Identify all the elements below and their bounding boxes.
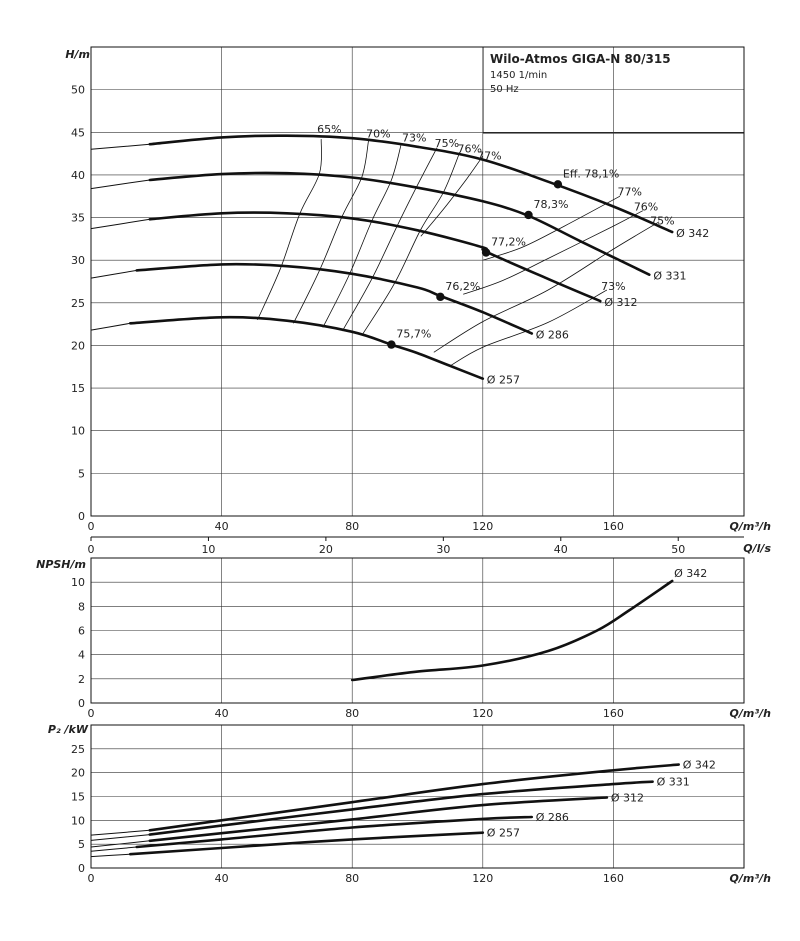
head-xtick-label: 120 — [472, 520, 494, 533]
power-curve-lowflow — [91, 830, 150, 835]
best-efficiency-point — [554, 180, 562, 188]
npsh-xlabel: Q/m³/h — [729, 707, 771, 720]
flow-ls-tick-label: 20 — [318, 543, 333, 556]
head-ytick-label: 25 — [71, 296, 85, 310]
power-xtick-label: 120 — [472, 872, 494, 885]
best-efficiency-label: 75,7% — [396, 327, 432, 341]
power-curve-lowflow — [91, 854, 130, 856]
head-ytick-label: 20 — [71, 339, 85, 353]
iso-efficiency-line — [421, 156, 483, 236]
iso-efficiency-label: 73% — [402, 131, 427, 145]
flow-ls-label: Q/l/s — [743, 542, 771, 555]
power-ytick-label: 0 — [78, 862, 85, 875]
best-efficiency-point — [482, 248, 490, 256]
npsh-ytick-label: 0 — [78, 697, 85, 710]
iso-efficiency-line — [258, 139, 322, 320]
head-ytick-label: 15 — [71, 382, 85, 396]
iso-efficiency-label: 70% — [366, 127, 391, 141]
chart-subtitle-frequency: 50 Hz — [490, 84, 519, 95]
power-ytick-label: 20 — [71, 766, 85, 780]
best-efficiency-label: 76,2% — [445, 279, 481, 293]
power-ylabel: P₂ /kW — [47, 723, 88, 736]
head-curve — [150, 173, 650, 275]
npsh-xtick-label: 160 — [602, 707, 624, 720]
npsh-ytick-label: 6 — [78, 624, 85, 638]
head-xtick-label: 40 — [214, 520, 229, 533]
head-curve-lowflow — [91, 323, 130, 330]
npsh-ytick-label: 4 — [78, 648, 85, 662]
iso-efficiency-line — [450, 290, 607, 366]
head-curve — [130, 317, 483, 378]
npsh-ytick-label: 2 — [78, 672, 85, 686]
npsh-ylabel: NPSH/m — [36, 558, 86, 571]
npsh-xtick-label: 120 — [472, 707, 494, 720]
iso-efficiency-label: 77% — [477, 149, 502, 163]
head-ytick-label: 45 — [71, 126, 85, 140]
chart-title: Wilo-Atmos GIGA-N 80/315 — [490, 52, 671, 66]
head-ytick-label: 30 — [71, 254, 85, 268]
best-efficiency-point — [387, 340, 395, 348]
head-curve-label: Ø 342 — [676, 227, 710, 241]
head-ytick-label: 35 — [71, 211, 85, 225]
npsh-xtick-label: 0 — [87, 707, 95, 720]
chart-subtitle-speed: 1450 1/min — [490, 70, 548, 81]
iso-efficiency-label: 75% — [650, 214, 675, 228]
power-curve-label: Ø 331 — [656, 775, 690, 789]
best-efficiency-point — [524, 211, 532, 219]
iso-efficiency-label: 73% — [601, 280, 626, 294]
power-curve-label: Ø 257 — [486, 826, 520, 840]
power-curve-lowflow — [91, 847, 137, 851]
head-curve — [150, 213, 601, 302]
power-xtick-label: 40 — [214, 872, 229, 885]
npsh-ytick-label: 8 — [78, 600, 85, 614]
flow-ls-tick-label: 40 — [553, 543, 568, 556]
head-curve-label: Ø 312 — [604, 296, 638, 310]
power-xtick-label: 160 — [602, 872, 624, 885]
iso-efficiency-line — [362, 152, 460, 335]
best-efficiency-label: 77,2% — [491, 235, 527, 249]
power-curve-label: Ø 286 — [535, 810, 569, 824]
npsh-xtick-label: 40 — [214, 707, 229, 720]
best-efficiency-point — [436, 293, 444, 301]
iso-efficiency-label: 75% — [434, 136, 460, 150]
head-ytick-label: 50 — [71, 83, 85, 97]
flow-ls-tick-label: 0 — [87, 543, 95, 556]
iso-efficiency-label: 76% — [457, 142, 482, 156]
head-xtick-label: 80 — [345, 520, 360, 533]
npsh-ytick-label: 10 — [71, 576, 85, 590]
head-curve — [137, 264, 532, 333]
power-ytick-label: 25 — [71, 742, 85, 756]
head-curve-lowflow — [91, 180, 150, 189]
iso-efficiency-line — [293, 141, 368, 323]
head-xtick-label: 0 — [87, 520, 95, 533]
head-xtick-label: 160 — [602, 520, 624, 533]
power-curve — [150, 782, 653, 835]
best-efficiency-label: 78,3% — [533, 197, 569, 211]
power-ytick-label: 10 — [71, 814, 85, 828]
best-efficiency-label: Eff. 78,1% — [562, 167, 620, 181]
head-ytick-label: 0 — [78, 510, 85, 523]
head-curve-lowflow — [91, 144, 150, 149]
flow-ls-tick-label: 10 — [201, 543, 216, 556]
power-curve-label: Ø 342 — [682, 758, 716, 772]
iso-efficiency-label: 76% — [633, 200, 659, 214]
power-curve-lowflow — [91, 835, 150, 841]
head-curve-label: Ø 286 — [535, 328, 569, 342]
npsh-curve-label: Ø 342 — [674, 566, 708, 580]
power-curve-label: Ø 312 — [610, 791, 645, 805]
flow-ls-tick-label: 50 — [671, 543, 686, 556]
head-curve-lowflow — [91, 270, 137, 278]
head-curve-label: Ø 257 — [486, 373, 520, 387]
head-ylabel: H/m — [65, 48, 90, 61]
power-ytick-label: 15 — [71, 790, 85, 804]
power-xtick-label: 80 — [345, 872, 360, 885]
head-ytick-label: 10 — [71, 424, 85, 438]
head-curve-lowflow — [91, 219, 150, 228]
power-ytick-label: 5 — [78, 838, 85, 852]
head-xlabel: Q/m³/h — [729, 520, 771, 533]
head-ytick-label: 5 — [78, 467, 85, 481]
power-xtick-label: 0 — [87, 872, 95, 885]
flow-ls-tick-label: 30 — [436, 543, 451, 556]
power-xlabel: Q/m³/h — [729, 872, 771, 885]
iso-efficiency-label: 77% — [617, 185, 642, 199]
iso-efficiency-label: 65% — [317, 123, 342, 137]
npsh-xtick-label: 80 — [345, 707, 360, 720]
head-ytick-label: 40 — [71, 168, 85, 182]
iso-efficiency-line — [323, 144, 401, 327]
head-curve-label: Ø 331 — [653, 269, 687, 283]
